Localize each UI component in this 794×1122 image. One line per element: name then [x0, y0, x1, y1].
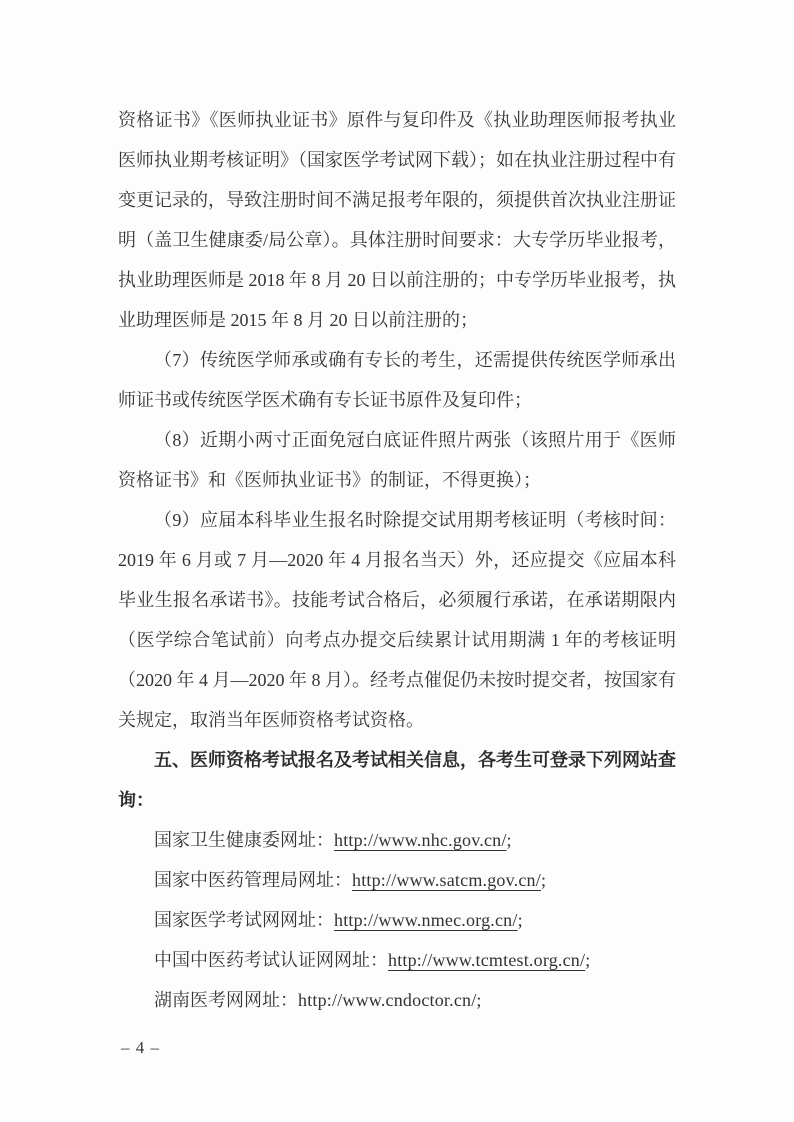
website-label-nmec: 国家医学考试网网址： — [154, 910, 334, 930]
document-body — [118, 100, 676, 1020]
website-line-tcmtest — [118, 940, 676, 980]
website-suffix-cndoctor: ; — [476, 990, 482, 1010]
website-url-cndoctor: http://www.cndoctor.cn/ — [298, 990, 477, 1010]
website-line-satcm — [118, 860, 676, 900]
paragraph-registration-requirements: 资格证书》《医师执业证书》原件与复印件及《执业助理医师报考执业医师执业期考核证明》（国家医学考试网下载）；如在执业注册过程中有变更记录的，导致注册时间不满足报考年限的，须提供首次执业注册证明（盖卫生健康委/局公章）。具体注册时间要求：大专学历毕业报考，执业助理医师是 2018 年 8 月 20 日以前注册的；中专学历毕业报考，执业助理医师是 2015 年 8 月 20 日以前注册的； — [118, 110, 676, 330]
website-label-nhc: 国家卫生健康委网址： — [154, 830, 334, 850]
website-label-satcm: 国家中医药管理局网址： — [154, 870, 352, 890]
website-suffix-tcmtest: ; — [585, 950, 591, 970]
website-url-nhc: http://www.nhc.gov.cn/ — [334, 830, 507, 850]
website-label-tcmtest: 中国中医药考试认证网网址： — [154, 950, 388, 970]
website-url-tcmtest: http://www.tcmtest.org.cn/ — [388, 950, 586, 970]
website-suffix-nmec: ; — [517, 910, 523, 930]
website-url-nmec: http://www.nmec.org.cn/ — [334, 910, 518, 930]
section-heading-websites: 五、医师资格考试报名及考试相关信息，各考生可登录下列网站查询： — [118, 750, 676, 810]
paragraph-item-7: （7）传统医学师承或确有专长的考生，还需提供传统医学师承出师证书或传统医学医术确有专长证书原件及复印件； — [118, 350, 676, 410]
website-suffix-nhc: ; — [506, 830, 512, 850]
page-number: – 4 – — [121, 1038, 160, 1057]
website-label-cndoctor: 湖南医考网网址： — [154, 990, 298, 1010]
website-line-cndoctor — [118, 980, 676, 1020]
website-suffix-satcm: ; — [540, 870, 546, 890]
website-line-nhc — [118, 820, 676, 860]
paragraph-item-9: （9）应届本科毕业生报名时除提交试用期考核证明（考核时间：2019 年 6 月或 7 月—2020 年 4 月报名当天）外，还应提交《应届本科毕业生报名承诺书》。技能考试合格后，必须履行承诺，在承诺期限内（医学综合笔试前）向考点办提交后续累计试用期满 1 年的考核证明（2020 年 4 月—2020 年 8 月）。经考点催促仍未按时提交者，按国家有关规定，取消当年医师资格考试资格。 — [118, 510, 676, 730]
website-url-satcm: http://www.satcm.gov.cn/ — [352, 870, 541, 890]
website-line-nmec — [118, 900, 676, 940]
paragraph-item-8: （8）近期小两寸正面免冠白底证件照片两张（该照片用于《医师资格证书》和《医师执业证书》的制证，不得更换）； — [118, 430, 676, 490]
